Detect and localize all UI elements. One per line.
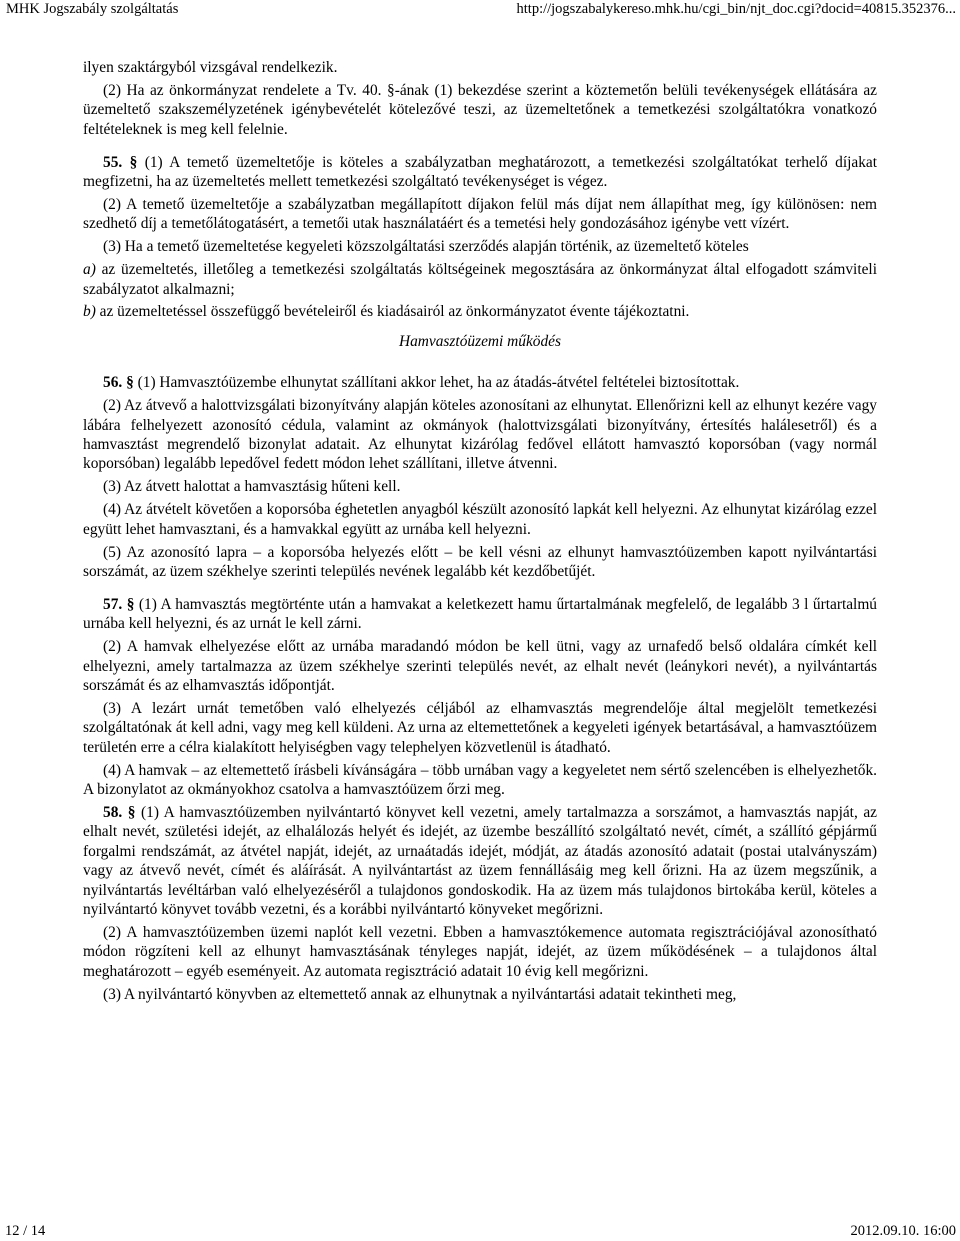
paragraph: ilyen szaktárgyból vizsgával rendelkezik. [83, 59, 338, 76]
section-number: 57. § [103, 595, 135, 613]
section-58-para-1: 58. § (1) A hamvasztóüzemben nyilvántartó könyvet kell vezetni, amely tartalmazza a sorszámot, a hamvasztás napját, az elhalt nevét, születési idejét, az elhalálozás helyét és idejét, az üzembe beszállító szolgáltató nevét, címét, a szállító gépjármű forgalmi rendszámát, az átvétel napját, idejét, az urnaátadás idejét, módját, az átadás azonosító adatait (postai utalványszám) vagy az átvevő nevét, címét és aláírását. A nyilvántartást az üzem fennállásáig meg kell őrizni. Ha az üzem megszűnik, a nyilvántartás levéltárban való elhelyezéséről a tulajdonos gondoskodik. Ha az üzem más tulajdonos birtokába kerül, köteles a nyilvántartó könyvet tovább vezetni, és a korábbi nyilvántartó könyveket megőrizni. [83, 803, 877, 918]
section-heading: Hamvasztóüzemi működés [398, 332, 561, 350]
footer-timestamp: 2012.09.10. 16:00 [850, 1223, 956, 1239]
section-57-para-4: (4) A hamvak – az eltemettető írásbeli kívánságára – több urnában vagy a kegyeletet nem sértő szelencében is elhelyezhetők. A bizonylatot az okmányokhoz csatolva a hamvasztóüzem őrzi meg. [83, 761, 877, 798]
header-url: http://jogszabalykereso.mhk.hu/cgi_bin/njt_doc.cgi?docid=40815.352376... [516, 1, 956, 17]
header-site-name: MHK Jogszabály szolgáltatás [6, 1, 179, 17]
section-55-para-1: 55. § (1) A temető üzemeltetője is köteles a szabályzatban meghatározott, a temetkezési szolgáltatókat terhelő díjakat megfizetni, ha az üzemeltetés mellett temetkezési szolgáltató tevékenységet is végez. [83, 153, 878, 191]
section-number: 55. § [103, 153, 138, 171]
section-55-point-a: a) az üzemeltetés, illetőleg a temetkezési szolgáltatás költségeinek megosztására az önkormányzat által elfogadott számviteli szabályzatot alkalmazni; [83, 261, 877, 298]
section-number: 58. § [103, 803, 136, 821]
section-55-point-b: b) az üzemeltetéssel összefüggő bevételeiről és kiadásairól az önkormányzatot évente tájékoztatni. [83, 303, 690, 321]
section-57-para-2: (2) A hamvak elhelyezése előtt az urnába maradandó módon be kell ütni, vagy az urnafedő belső oldalára címkét kell elhelyezni, amely tartalmazza az üzem székhelye szerinti település nevét, az elhalt nevét (leánykori nevét), a nyilvántartás sorszámát és az elhamvasztás időpontját. [83, 638, 877, 694]
section-58-para-3: (3) A nyilvántartó könyvben az eltemettető annak az elhunytnak a nyilvántartási adatait tekintheti meg, [103, 985, 737, 1003]
section-55-para-3: (3) Ha a temető üzemeltetése kegyeleti közszolgáltatási szerződés alapján történik, az üzemeltető köteles [103, 238, 749, 256]
section-57-para-1: 57. § (1) A hamvasztás megtörténte után a hamvakat a keletkezett hamu űrtartalmának megfelelő, de legalább 3 l űrtartalmú urnába kell helyezni, és az urnát le kell zárni. [83, 595, 878, 633]
footer-page-number: 12 / 14 [5, 1223, 46, 1239]
section-56-para-5: (5) Az azonosító lapra – a koporsóba helyezés előtt – be kell vésni az elhunyt hamvasztóüzemben kapott nyilvántartási sorszámát, az üzem székhelye szerinti település nevének legalább két kezdőbetűjét. [83, 543, 877, 580]
section-55-para-2: (2) A temető üzemeltetője a szabályzatban megállapított díjakon felül más díjat nem állapíthat meg, így különösen: nem szedhető díj a temetőlátogatásért, a temetői utak használatáért és a temetési hely gondozásához igénybe vett vízért. [83, 195, 877, 233]
section-56-para-4: (4) Az átvételt követően a koporsóba éghetetlen anyagból készült azonosító lapkát kell helyezni. Az elhunytat kizárólag ezzel együtt lehet hamvasztani, és a hamvakkal együtt az urnába kell helyezni. [83, 501, 877, 538]
paragraph: (2) Ha az önkormányzat rendelete a Tv. 40. §-ának (1) bekezdése szerint a köztemetőn belüli tevékenységek ellátására az üzemeltető szakszemélyzetének igénybevételét kötelezővé teszi, az üzemeltetőnek a temetkezési szolgáltatókra vonatkozó feltételeknek is meg kell felelnie. [83, 81, 877, 138]
section-57-para-3: (3) A lezárt urnát temetőben való elhelyezés céljából az elhamvasztás megrendelője által megjelölt temetkezési szolgáltatónak át kell adni, vagy meg kell küldeni. Az urna az eltemettetőnek a kegyeleti igények betartásával, a hamvasztóüzem területén erre a célra kialakított helyiségben vagy telephelyen közvetlenül is átadható. [83, 699, 877, 756]
section-56-para-2: (2) Az átvevő a halottvizsgálati bizonyítvány alapján köteles azonosítani az elhunytat. Ellenőrizni kell az elhunyt kezére vagy lábára felhelyezett azonosító cédula, valamint az okmányok (halottvizsgálati bizonyítvány, értesítés halálesetről) és a hamvasztást megrendelő bizonylat adatait. Az elhunytat kizárólag fedővel ellátott hamvasztó koporsóban (vagy normál koporsóban) legalább lepedővel fedett módon lehet szállítani, illetve átvenni. [83, 397, 877, 473]
section-56-para-3: (3) Az átvett halottat a hamvasztásig hűteni kell. [103, 478, 401, 496]
section-56-para-1: 56. § (1) Hamvasztóüzembe elhunytat szállítani akkor lehet, ha az átadás-átvétel feltételei biztosítottak. [103, 374, 740, 392]
section-number: 56. § [103, 374, 134, 392]
section-58-para-2: (2) A hamvasztóüzemben üzemi naplót kell vezetni. Ebben a hamvasztókemence automata regisztrációjával azonosítható módon rögzíteni kell az elhunyt hamvasztásának tényleges napját, idejét, az üzem működésének – a tulajdonos által meghatározott – egyéb eseményeit. Az automata regisztráció adatait 10 évig kell megőrizni. [83, 923, 877, 980]
document-body [83, 58, 877, 1007]
